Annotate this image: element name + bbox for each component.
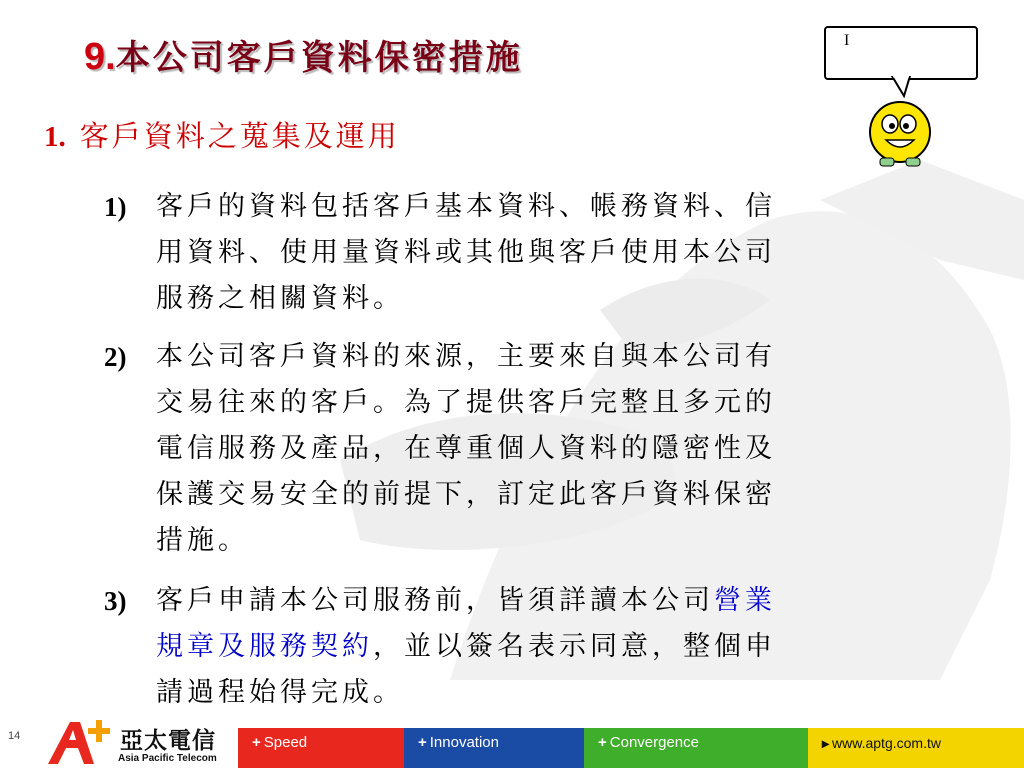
list-item-line: 服務之相關資料。 — [156, 283, 404, 314]
list-item — [104, 334, 904, 564]
list-item-line: 電信服務及產品，在尊重個人資料的隱密性及 — [156, 433, 776, 464]
slide-title-number: 9. — [84, 36, 116, 78]
page-number: 14 — [8, 730, 21, 742]
company-name-chinese: 亞太電信 — [120, 728, 216, 754]
plus-icon: + — [418, 734, 427, 751]
slide-footer — [0, 712, 1024, 768]
smiley-mascot-icon — [862, 96, 938, 172]
company-name-english: Asia Pacific Telecom — [118, 753, 217, 764]
footer-website-link[interactable] — [808, 728, 1024, 768]
arrow-right-icon: ▸ — [822, 735, 830, 751]
footer-band-convergence — [584, 728, 808, 768]
list-item-text: ，並以簽名表示同意，整個申 — [373, 631, 776, 662]
speech-bubble-text: I — [844, 32, 850, 49]
list-item-line — [104, 624, 904, 670]
section-heading-number: 1. — [44, 121, 66, 153]
footer-website-text[interactable]: www.aptg.com.tw — [832, 735, 941, 751]
slide-title — [84, 30, 523, 79]
list-item-line: 用資料、使用量資料或其他與客戶使用本公司 — [156, 237, 776, 268]
section-heading — [44, 114, 400, 155]
section-heading-text: 客戶資料之蒐集及運用 — [79, 119, 400, 153]
list-item-line: 本公司客戶資料的來源，主要來自與本公司有 — [156, 341, 776, 372]
footer-band-label: Innovation — [429, 734, 499, 751]
list-item-line: 請過程始得完成。 — [156, 677, 404, 708]
footer-band-speed — [238, 728, 404, 768]
slide-title-text: 本公司客戶資料保密措施 — [115, 38, 523, 78]
list-item-number: 2) — [104, 342, 127, 372]
list-item — [104, 578, 904, 716]
list-item-line: 措施。 — [156, 525, 249, 556]
list-item-text: 客戶申請本公司服務前，皆須詳讀本公司 — [156, 585, 714, 616]
footer-band-innovation — [404, 728, 584, 768]
list-item-number: 1) — [104, 192, 127, 222]
plus-icon: + — [252, 734, 261, 751]
list-item-line: 保護交易安全的前提下，訂定此客戶資料保密 — [156, 479, 776, 510]
list-item-line — [104, 578, 904, 624]
list-item — [104, 184, 904, 322]
footer-band-label: Speed — [263, 734, 308, 751]
list-item-number: 3) — [104, 586, 127, 616]
speech-bubble-tail — [890, 76, 914, 98]
footer-band-label: Convergence — [609, 734, 699, 751]
highlight-link-text: 營業 — [714, 585, 776, 616]
list-item-line: 交易往來的客戶。為了提供客戶完整且多元的 — [156, 387, 776, 418]
highlight-link-text: 規章及服務契約 — [156, 631, 373, 662]
plus-icon: + — [598, 734, 607, 751]
company-logo-icon — [44, 718, 116, 766]
list-item-line: 客戶的資料包括客戶基本資料、帳務資料、信 — [156, 191, 776, 222]
speech-bubble — [824, 26, 978, 80]
